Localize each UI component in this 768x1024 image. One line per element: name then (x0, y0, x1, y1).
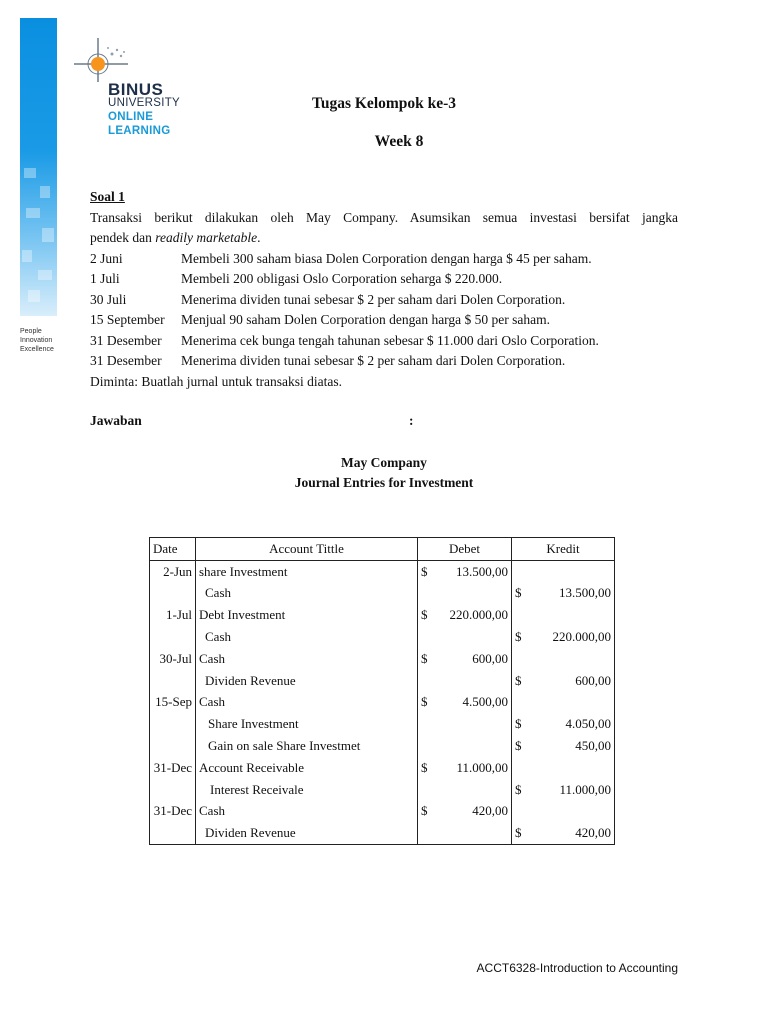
currency-symbol: $ (515, 585, 522, 601)
row-date: 15-Sep (150, 692, 196, 714)
transaction-date: 15 September (90, 312, 165, 327)
currency-symbol: $ (421, 607, 428, 623)
table-row (150, 822, 615, 844)
row-account: Account Receivable (196, 757, 418, 779)
transaction-date: 1 Juli (90, 271, 120, 286)
transaction-date: 31 Desember (90, 332, 162, 348)
row-credit (512, 779, 615, 801)
table-row (150, 735, 615, 757)
table-row (150, 583, 615, 605)
table-header-row (150, 538, 615, 561)
debit-amount: 13.500,00 (456, 563, 508, 579)
transaction-row (90, 351, 678, 372)
row-credit (512, 670, 615, 692)
row-credit (512, 822, 615, 844)
row-account (196, 670, 418, 692)
transaction-text: Membeli 200 obligasi Oslo Corporation seharga $ 220.000. (181, 271, 503, 286)
row-date: 31-Dec (150, 757, 196, 779)
row-date (150, 822, 196, 844)
row-account: share Investment (196, 560, 418, 582)
row-debit (418, 735, 512, 757)
transaction-date: 30 Juli (90, 291, 127, 307)
table-row (150, 604, 615, 626)
row-date: 30-Jul (150, 648, 196, 670)
table-row (150, 560, 615, 582)
row-account (196, 735, 418, 757)
row-account (196, 779, 418, 801)
credit-amount: 450,00 (575, 738, 611, 754)
table-row (150, 779, 615, 801)
binus-logo (72, 36, 202, 141)
row-debit (418, 779, 512, 801)
logo-emblem-icon (72, 36, 132, 86)
question-intro-line (90, 228, 678, 249)
table-row (150, 648, 615, 670)
journal-subtitle: Journal Entries for Investment (294, 475, 474, 490)
row-date (150, 735, 196, 757)
account-name: Dividen Revenue (205, 672, 296, 688)
table-row (150, 626, 615, 648)
credit-amount: 600,00 (575, 672, 611, 688)
currency-symbol: $ (421, 759, 428, 775)
row-date: 2-Jun (150, 560, 196, 582)
row-debit (418, 560, 512, 582)
journal-table (149, 537, 615, 845)
row-account: Cash (196, 692, 418, 714)
document-title: Tugas Kelompok ke-3 (311, 95, 457, 112)
row-credit (512, 801, 615, 823)
company-heading (0, 453, 768, 493)
column-header-credit: Kredit (512, 538, 615, 561)
table-row (150, 801, 615, 823)
account-name: Cash (205, 629, 231, 645)
transaction-text: Menerima dividen tunai sebesar $ 2 per saham dari Dolen Corporation. (181, 353, 566, 368)
logo-text-learning: LEARNING (108, 125, 171, 137)
row-debit (418, 692, 512, 714)
table-row (150, 757, 615, 779)
transaction-text: Menerima dividen tunai sebesar $ 2 per saham dari Dolen Corporation. (181, 291, 566, 307)
row-debit (418, 801, 512, 823)
row-date (150, 626, 196, 648)
row-credit (512, 626, 615, 648)
answer-colon: : (409, 413, 414, 428)
row-credit (512, 757, 615, 779)
credit-amount: 420,00 (575, 825, 611, 841)
logo-text-online: ONLINE (108, 111, 154, 123)
column-header-account: Account Tittle (196, 538, 418, 561)
row-account: Cash (196, 648, 418, 670)
transaction-date: 2 Juni (90, 250, 123, 266)
debit-amount: 600,00 (472, 650, 508, 666)
row-date (150, 713, 196, 735)
account-name: Interest Receivale (210, 781, 304, 797)
brand-tagline (20, 327, 54, 354)
question-instruction: Diminta: Buatlah jurnal untuk transaksi diatas. (90, 373, 342, 389)
credit-amount: 220.000,00 (552, 629, 611, 645)
transaction-row (90, 331, 678, 352)
intro-italic-text: readily marketable (155, 230, 258, 245)
row-debit (418, 583, 512, 605)
tagline-line: Excellence (20, 346, 54, 353)
currency-symbol: $ (421, 803, 428, 819)
row-debit (418, 626, 512, 648)
credit-amount: 13.500,00 (559, 585, 611, 601)
debit-amount: 4.500,00 (462, 694, 508, 710)
row-account: Debt Investment (196, 604, 418, 626)
row-account (196, 713, 418, 735)
logo-text-binus: BINUS (108, 80, 164, 99)
currency-symbol: $ (421, 694, 428, 710)
row-debit (418, 604, 512, 626)
question-section (90, 187, 678, 392)
row-credit (512, 713, 615, 735)
tagline-line: People (20, 328, 42, 335)
brand-strip (20, 18, 57, 316)
transaction-text: Menerima cek bunga tengah tahunan sebesar $ 11.000 dari Oslo Corporation. (181, 332, 599, 348)
row-account (196, 822, 418, 844)
row-debit (418, 648, 512, 670)
transaction-row (90, 269, 678, 290)
transaction-text: Membeli 300 saham biasa Dolen Corporation dengan harga $ 45 per saham. (181, 250, 592, 266)
transaction-date: 31 Desember (90, 353, 162, 368)
transaction-row (90, 290, 678, 311)
row-credit (512, 692, 615, 714)
currency-symbol: $ (515, 781, 522, 797)
row-date (150, 583, 196, 605)
account-name: Cash (205, 585, 231, 601)
transaction-row (90, 310, 678, 331)
column-header-date: Date (150, 538, 196, 561)
answer-label: Jawaban (90, 413, 142, 428)
table-row (150, 670, 615, 692)
week-label: Week 8 (374, 133, 424, 150)
currency-symbol: $ (515, 716, 522, 732)
account-name: Share Investment (208, 716, 299, 732)
currency-symbol: $ (421, 650, 428, 666)
transaction-row (90, 249, 678, 270)
debit-amount: 420,00 (472, 803, 508, 819)
transaction-text: Menjual 90 saham Dolen Corporation dengan harga $ 50 per saham. (181, 312, 551, 327)
row-date (150, 670, 196, 692)
row-credit (512, 560, 615, 582)
row-credit (512, 735, 615, 757)
currency-symbol: $ (515, 825, 522, 841)
currency-symbol: $ (515, 738, 522, 754)
currency-symbol: $ (515, 672, 522, 688)
currency-symbol: $ (421, 563, 428, 579)
row-debit (418, 670, 512, 692)
account-name: Gain on sale Share Investmet (208, 738, 361, 754)
row-date: 1-Jul (150, 604, 196, 626)
row-credit (512, 604, 615, 626)
credit-amount: 4.050,00 (565, 716, 611, 732)
row-credit (512, 583, 615, 605)
credit-amount: 11.000,00 (559, 781, 611, 797)
table-row (150, 713, 615, 735)
row-account (196, 626, 418, 648)
account-name: Dividen Revenue (205, 825, 296, 841)
row-account (196, 583, 418, 605)
row-date: 31-Dec (150, 801, 196, 823)
question-title: Soal 1 (90, 189, 125, 204)
currency-symbol: $ (515, 629, 522, 645)
tagline-line: Innovation (20, 337, 53, 344)
table-row (150, 692, 615, 714)
row-debit (418, 713, 512, 735)
debit-amount: 11.000,00 (456, 759, 508, 775)
debit-amount: 220.000,00 (449, 607, 508, 623)
row-debit (418, 822, 512, 844)
intro-text: pendek dan (90, 230, 156, 245)
logo-text-university: UNIVERSITY (108, 97, 181, 109)
question-intro-line: Transaksi berikut dilakukan oleh May Company. Asumsikan semua investasi bersifat jangka (90, 209, 678, 225)
company-name: May Company (341, 455, 427, 470)
course-footer: ACCT6328-Introduction to Accounting (476, 961, 678, 975)
row-date (150, 779, 196, 801)
row-debit (418, 757, 512, 779)
row-credit (512, 648, 615, 670)
journal-rows (150, 560, 615, 844)
column-header-debit: Debet (418, 538, 512, 561)
intro-text: . (257, 230, 261, 245)
row-account: Cash (196, 801, 418, 823)
